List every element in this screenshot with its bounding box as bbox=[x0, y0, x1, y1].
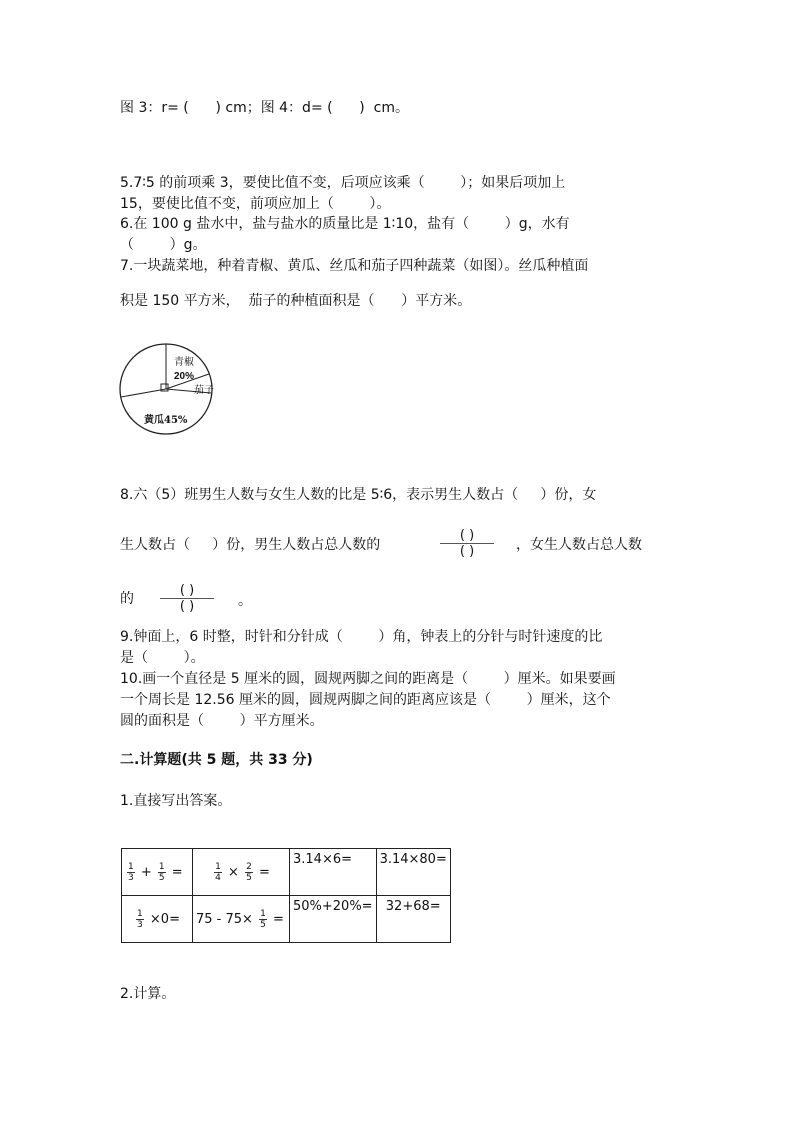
table-cell bbox=[193, 896, 290, 943]
blank-fraction-girls bbox=[160, 583, 214, 614]
question-8-line-3a: 的 bbox=[120, 591, 134, 607]
fraction-numerator: ( ) bbox=[459, 528, 475, 543]
question-10-line-1: 10.画一个直径是 5 厘米的圆，圆规两脚之间的距离是（ ）厘米。如果要画 bbox=[120, 671, 616, 687]
fraction-numerator: ( ) bbox=[179, 583, 195, 598]
question-8-line-3b: 。 bbox=[238, 593, 252, 609]
question-8-line-1: 8.六（5）班男生人数与女生人数的比是 5∶6，表示男生人数占（ ）份，女 bbox=[120, 487, 597, 503]
question-9-line-2: 是（ ）。 bbox=[120, 650, 205, 666]
question-7-line-2: 积是 150 平方米， 茄子的种植面积是（ ）平方米。 bbox=[120, 293, 472, 309]
table-cell: 3.14×6= bbox=[290, 849, 377, 896]
table-row bbox=[122, 849, 451, 896]
table-cell: 3.14×80= bbox=[376, 849, 450, 896]
fraction bbox=[127, 862, 135, 883]
question-5-line-1: 5.7∶5 的前项乘 3，要使比值不变，后项应该乘（ ）；如果后项加上 bbox=[120, 175, 566, 191]
denominator: 5 bbox=[246, 872, 252, 883]
operator: × bbox=[228, 864, 239, 880]
pie-label-qingjiao-pct: 20% bbox=[174, 371, 195, 382]
equals: = bbox=[272, 911, 284, 927]
section-2-heading: 二.计算题(共 5 题，共 33 分) bbox=[120, 752, 313, 768]
numerator: 1 bbox=[260, 908, 266, 919]
denominator: 5 bbox=[260, 919, 266, 930]
denominator: 4 bbox=[215, 872, 221, 883]
pie-label-qiezi: 茄子 bbox=[194, 385, 214, 396]
table-cell: 32+68= bbox=[376, 896, 450, 943]
blank-fraction-boys bbox=[440, 528, 494, 559]
pie-label-huanggua: 黄瓜45% bbox=[144, 415, 188, 426]
question-8-line-2a: 生人数占（ ）份，男生人数占总人数的 bbox=[120, 537, 381, 553]
fraction bbox=[136, 909, 144, 930]
fraction-denominator: ( ) bbox=[160, 598, 214, 614]
fraction bbox=[259, 909, 267, 930]
question-8-line-2b: ，女生人数占总人数 bbox=[516, 537, 642, 553]
denominator: 3 bbox=[137, 919, 143, 930]
denominator: 5 bbox=[158, 872, 165, 883]
table-cell bbox=[193, 849, 290, 896]
question-9-line-1: 9.钟面上，6 时整，时针和分针成（ ）角，钟表上的分针与时针速度的比 bbox=[120, 629, 603, 645]
expression-rest: ×0= bbox=[149, 911, 180, 927]
question-6-line-1: 6.在 100 g 盐水中，盐与盐水的质量比是 1∶10，盐有（ ）g，水有 bbox=[120, 216, 570, 232]
numerator: 2 bbox=[246, 861, 252, 872]
question-7-line-1: 7.一块蔬菜地，种着青椒、黄瓜、丝瓜和茄子四种蔬菜（如图）。丝瓜种植面 bbox=[120, 258, 589, 274]
denominator: 3 bbox=[128, 872, 134, 883]
equals: = bbox=[258, 864, 270, 880]
numerator: 1 bbox=[137, 908, 143, 919]
question-10-line-3: 圆的面积是（ ）平方厘米。 bbox=[120, 713, 324, 729]
fraction bbox=[158, 862, 166, 883]
fraction-denominator: ( ) bbox=[440, 543, 494, 559]
table-cell: 50%+20%= bbox=[290, 896, 377, 943]
calc-question-1: 1.直接写出答案。 bbox=[120, 793, 232, 809]
table-cell bbox=[122, 896, 193, 943]
expression-prefix: 75 - 75× bbox=[196, 911, 253, 927]
table-row bbox=[122, 896, 451, 943]
question-6-line-2: （ ）g。 bbox=[120, 237, 207, 253]
question-10-line-2: 一个周长是 12.56 厘米的圆，圆规两脚之间的距离应该是（ ）厘米，这个 bbox=[120, 692, 611, 708]
fraction bbox=[245, 862, 253, 883]
question-5-line-2: 15，要使比值不变，前项应加上（ ）。 bbox=[120, 196, 391, 212]
pie-label-qingjiao: 青椒 bbox=[174, 357, 194, 368]
mental-math-table bbox=[121, 848, 451, 943]
equals: = bbox=[171, 864, 183, 880]
operator: + bbox=[140, 864, 152, 880]
numerator: 1 bbox=[128, 861, 134, 872]
fig-answer-line: 图 3：r= ( ) cm；图 4：d= ( ) cm。 bbox=[120, 100, 409, 116]
fraction bbox=[214, 862, 222, 883]
numerator: 1 bbox=[158, 861, 165, 872]
numerator: 1 bbox=[215, 861, 221, 872]
table-cell bbox=[122, 849, 193, 896]
vegetable-pie-chart bbox=[118, 341, 224, 441]
calc-question-2: 2.计算。 bbox=[120, 986, 176, 1002]
